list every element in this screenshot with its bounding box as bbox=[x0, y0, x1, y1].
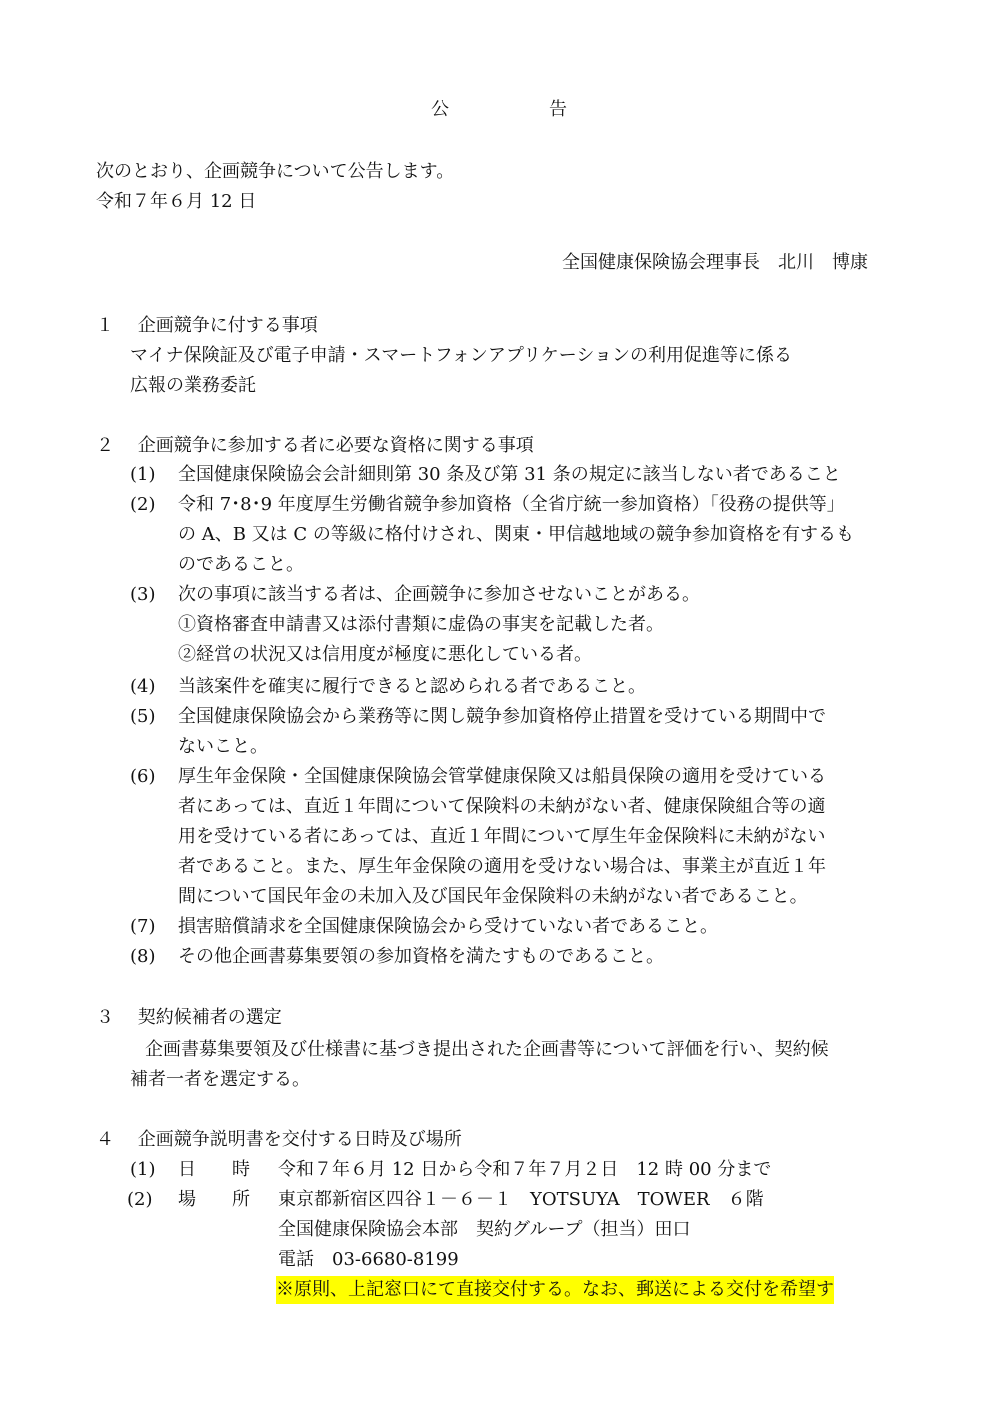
item-number: (6) bbox=[130, 766, 156, 787]
item-number: (4) bbox=[130, 676, 156, 697]
item-line: ①資格審査申請書又は添付書類に虚偽の事実を記載した者。 bbox=[178, 614, 664, 635]
section-3-line: 企画書募集要領及び仕様書に基づき提出された企画書等について評価を行い、契約候 bbox=[145, 1039, 829, 1060]
item-label: 日 時 bbox=[178, 1159, 250, 1180]
item-number: (5) bbox=[130, 706, 156, 727]
item-value: 東京都新宿区四谷１－６－１ YOTSUYA TOWER ６階 bbox=[278, 1189, 764, 1210]
item-line: 者であること。また、厚生年金保険の適用を受けない場合は、事業主が直近１年 bbox=[178, 856, 826, 877]
section-1-line: 広報の業務委託 bbox=[130, 375, 256, 396]
item-number: (8) bbox=[130, 946, 156, 967]
item-number: (7) bbox=[130, 916, 156, 937]
item-number: (1) bbox=[130, 1159, 156, 1180]
item-number: (3) bbox=[130, 584, 156, 605]
highlighted-note: ※原則、上記窓口にて直接交付する。なお、郵送による交付を希望す bbox=[276, 1276, 834, 1304]
item-line: 厚生年金保険・全国健康保険協会管掌健康保険又は船員保険の適用を受けている bbox=[178, 766, 826, 787]
office-line: 全国健康保険協会本部 契約グループ（担当）田口 bbox=[278, 1219, 691, 1240]
item-line: のであること。 bbox=[178, 554, 304, 575]
intro-text: 次のとおり、企画競争について公告します。 bbox=[96, 161, 455, 182]
section-1-line: マイナ保険証及び電子申請・スマートフォンアプリケーションの利用促進等に係る bbox=[130, 345, 793, 366]
section-4-heading: ４ 企画競争説明書を交付する日時及び場所 bbox=[96, 1129, 462, 1150]
item-line: 全国健康保険協会から業務等に関し競争参加資格停止措置を受けている期間中で bbox=[178, 706, 826, 727]
phone-line: 電話 03-6680-8199 bbox=[278, 1249, 459, 1270]
item-line: 間について国民年金の未加入及び国民年金保険料の未納がない者であること。 bbox=[178, 886, 808, 907]
title-char-2: 告 bbox=[549, 99, 567, 120]
item-line: その他企画書募集要領の参加資格を満たすものであること。 bbox=[178, 946, 664, 967]
issuer-name: 全国健康保険協会理事長 北川 博康 bbox=[562, 252, 868, 273]
item-number: (1) bbox=[130, 464, 156, 485]
item-line: ないこと。 bbox=[178, 736, 268, 757]
item-line: 者にあっては、直近１年間について保険料の未納がない者、健康保険組合等の適 bbox=[178, 796, 826, 817]
section-1-heading: １ 企画競争に付する事項 bbox=[96, 315, 318, 336]
item-line: 令和 7･8･9 年度厚生労働省競争参加資格（全省庁統一参加資格）「役務の提供等」 bbox=[178, 494, 845, 515]
item-line: の A、B 又は C の等級に格付けされ、関東・甲信越地域の競争参加資格を有するも bbox=[178, 524, 854, 545]
item-line: 全国健康保険協会会計細則第 30 条及び第 31 条の規定に該当しない者であること bbox=[178, 464, 841, 485]
item-line: 損害賠償請求を全国健康保険協会から受けていない者であること。 bbox=[178, 916, 718, 937]
item-number: (2) bbox=[127, 1189, 153, 1210]
item-line: ②経営の状況又は信用度が極度に悪化している者。 bbox=[178, 644, 592, 665]
item-line: 当該案件を確実に履行できると認められる者であること。 bbox=[178, 676, 646, 697]
item-number: (2) bbox=[130, 494, 156, 515]
section-3-heading: ３ 契約候補者の選定 bbox=[96, 1007, 282, 1028]
notice-date: 令和７年６月 12 日 bbox=[96, 191, 257, 212]
title-char-1: 公 bbox=[431, 99, 449, 120]
section-2-heading: ２ 企画競争に参加する者に必要な資格に関する事項 bbox=[96, 435, 534, 456]
item-value: 令和７年６月 12 日から令和７年７月２日 12 時 00 分まで bbox=[278, 1159, 772, 1180]
item-line: 用を受けている者にあっては、直近１年間について厚生年金保険料に未納がない bbox=[178, 826, 826, 847]
item-label: 場 所 bbox=[178, 1189, 250, 1210]
section-3-line: 補者一者を選定する。 bbox=[130, 1069, 310, 1090]
item-line: 次の事項に該当する者は、企画競争に参加させないことがある。 bbox=[178, 584, 700, 605]
